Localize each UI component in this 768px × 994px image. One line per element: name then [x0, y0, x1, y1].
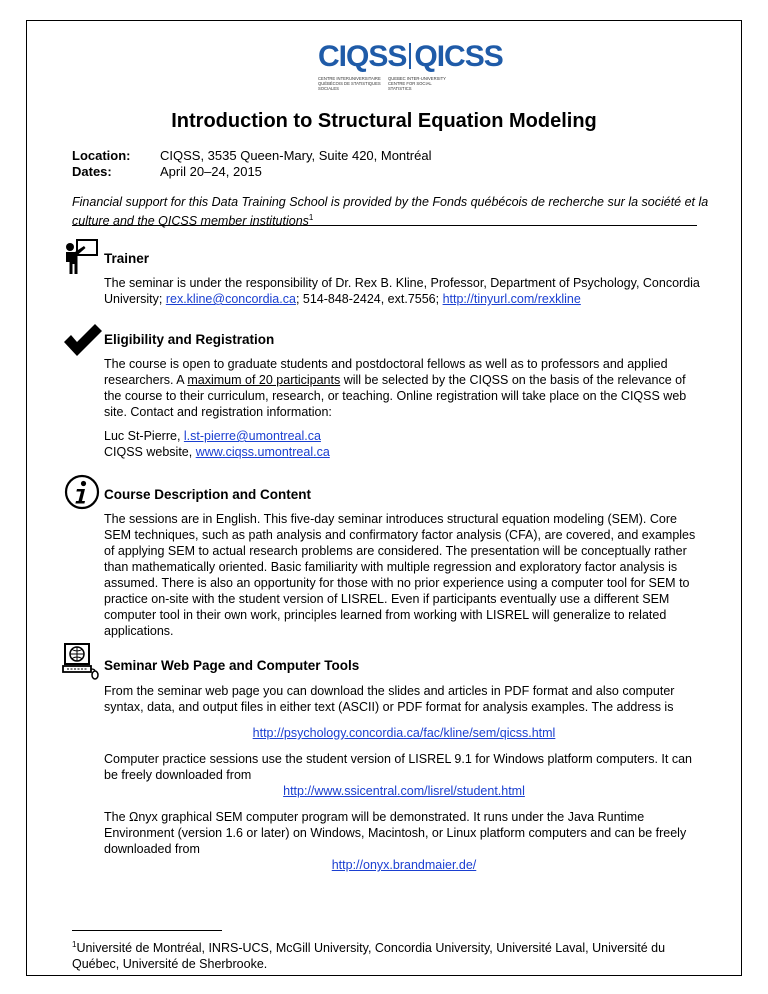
eligibility-max-participants: maximum of 20 participants [187, 373, 341, 387]
lisrel-text: Computer practice sessions use the student version of LISREL 9.1 for Windows platform computers. It can be freely downloaded from [104, 752, 693, 782]
computer-icon [62, 642, 100, 680]
eligibility-body-a: The course is open to graduate students and postdoctoral fellows as well as to professors and applied researchers. A [104, 357, 668, 387]
dates-label: Dates: [72, 164, 112, 179]
eligibility-body-b: will be selected by the CIQSS on the basis of the relevance of the course to their curriculum, research, or teaching. Online registration will take place on the CIQSS web site. Contact and registration information: [104, 373, 687, 419]
financial-support-note [72, 194, 712, 229]
trainer-body: The seminar is under the responsibility of Dr. Rex B. Kline, Professor, Department of Psychology, Concordia University; [104, 276, 700, 306]
website-label: CIQSS website, [104, 445, 196, 459]
logo-left-subtitle: CENTRE INTERUNIVERSITAIRE QUÉBÉCOIS DE STATISTIQUES SOCIALES [318, 76, 381, 91]
location-label: Location: [72, 148, 131, 163]
seminar-web-page-link[interactable]: http://psychology.concordia.ca/fac/kline/sem/qicss.html [252, 726, 556, 740]
lisrel-url-row [104, 783, 704, 799]
logo-right-subtitle: QUEBEC INTER-UNIVERSITY CENTRE FOR SOCIAL STATISTICS [388, 76, 446, 91]
trainer-heading: Trainer [104, 251, 150, 266]
course-description: The sessions are in English. This five-day seminar introduces structural equation modeling (SEM). Core SEM techniques, such as path analysis and confirmatory factor analysis (CFA), are covered, and examples of applying SEM to actual research problems are considered. The presentation will be conceptually rather than mathematically oriented. Basic familiarity with multiple regression and exploratory factor analysis is assumed. There is also an opportunity for those with no prior experience using a computer tool for SEM to practice on-site with the student version of LISREL. Even if participants eventually use a different SEM computer tool in their own work, principles learned from working with LISREL will generalize to related applications. [104, 512, 696, 638]
seminar-url-row [104, 725, 704, 741]
footnote [72, 937, 702, 972]
contact-name: Luc St-Pierre, [104, 429, 184, 443]
eligibility-text [104, 356, 704, 420]
trainer-phone: ; 514-848-2424, ext.7556; [295, 292, 443, 306]
teacher-icon [64, 238, 100, 274]
document-title: Introduction to Structural Equation Modeling [171, 110, 597, 132]
onyx-download-link[interactable]: http://onyx.brandmaier.de/ [331, 858, 477, 872]
onyx-text: The Ωnyx graphical SEM computer program will be demonstrated. It runs under the Java Runtime Environment (version 1.6 or later) on Windows, Macintosh, or Linux platform computers and can be freely downloaded from [104, 810, 687, 856]
logo-right-text: QICSS [414, 40, 503, 73]
lisrel-download-link[interactable]: http://www.ssicentral.com/lisrel/student.html [283, 784, 525, 798]
dates-value: April 20–24, 2015 [160, 164, 262, 179]
info-icon [64, 474, 100, 510]
trainer-email-link[interactable]: rex.kline@concordia.ca [165, 292, 296, 306]
checkmark-icon [62, 324, 102, 356]
location-value: CIQSS, 3535 Queen-Mary, Suite 420, Montréal [160, 148, 432, 163]
course-heading: Course Description and Content [104, 487, 312, 502]
trainer-url-link[interactable]: http://tinyurl.com/rexkline [442, 292, 581, 306]
support-footnote-mark: 1 [308, 213, 314, 222]
web-tools-intro: From the seminar web page you can download the slides and articles in PDF format and also computer syntax, data, and output files in either text (ASCII) or PDF format for analysis examples. The address is [104, 684, 675, 714]
trainer-text [104, 275, 704, 307]
contact-email-link[interactable]: l.st-pierre@umontreal.ca [183, 429, 321, 443]
logo-divider [409, 43, 411, 69]
ciqss-logo [318, 40, 503, 102]
logo-left-text: CIQSS [318, 40, 407, 73]
ciqss-website-link[interactable]: www.ciqss.umontreal.ca [195, 445, 330, 459]
support-text: Financial support for this Data Training School is provided by the Fonds québécois de recherche sur la société et la culture and the QICSS member institutions [72, 195, 709, 229]
web-tools-heading: Seminar Web Page and Computer Tools [104, 658, 360, 673]
header-divider [72, 225, 697, 226]
footnote-mark: 1 [72, 940, 77, 949]
onyx-url-row [104, 857, 704, 873]
footnote-divider [72, 930, 222, 931]
eligibility-heading: Eligibility and Registration [104, 332, 275, 347]
contact-info [104, 428, 704, 460]
footnote-text: Université de Montréal, INRS-UCS, McGill University, Concordia University, Université Laval, Université du Québec, Université de Sherbrooke. [72, 941, 666, 972]
